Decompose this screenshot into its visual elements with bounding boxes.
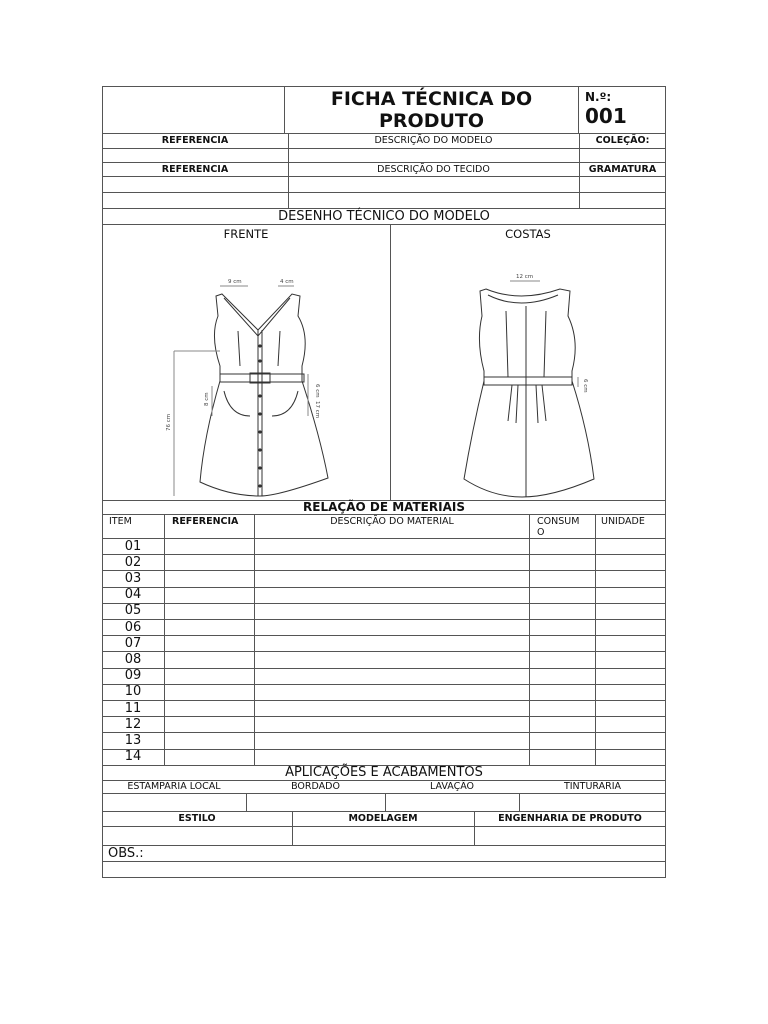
item-number: 11 [124,700,142,716]
item-number: 08 [124,651,142,667]
back-label: COSTAS [505,227,551,241]
sheet-title: FICHA TÉCNICA DO PRODUTO [330,88,533,132]
technical-sheet [102,86,666,878]
divider [102,749,666,750]
divider [102,619,666,620]
front-measure-belt: 6 cm [314,384,320,398]
referencia-fabric-header: REFERENCIA [161,164,229,175]
front-dress-drawing [160,256,340,501]
divider [385,793,386,811]
divider [254,514,255,765]
bordado-header: BORDADO [291,781,340,792]
estamparia-header: ESTAMPARIA LOCAL [127,781,221,792]
modelagem-header: MODELAGEM [348,813,418,824]
item-number: 09 [124,668,142,684]
divider [292,811,293,845]
divider [595,514,596,765]
item-number: 10 [124,684,142,700]
col-consumo-header: CONSUM O [537,516,580,538]
divider [102,716,666,717]
item-number: 14 [124,749,142,765]
col-referencia-header: REFERENCIA [172,516,239,527]
item-number: 04 [124,587,142,603]
applications-title: APLICAÇÕES E ACABAMENTOS [285,765,483,780]
divider [102,700,666,701]
item-number: 06 [124,619,142,635]
fabric-description-header: DESCRIÇÃO DO TECIDO [377,164,490,175]
front-measure-pocket: 8 cm [204,392,210,406]
back-measure-neck: 12 cm [516,274,534,280]
divider [529,514,530,765]
divider [579,133,580,208]
divider [578,86,579,133]
obs-label: OBS.: [108,846,144,861]
front-measure-strap: 4 cm [280,279,294,285]
number-label: N.º: [585,90,612,104]
divider [102,554,666,555]
item-number: 01 [124,538,142,554]
tinturaria-header: TINTURARIA [563,781,622,792]
divider [288,133,289,208]
divider [246,793,247,811]
divider [474,811,475,845]
divider [390,224,391,500]
lavacao-header: LAVAÇÃO [429,781,475,792]
divider [102,684,666,685]
item-number: 13 [124,732,142,748]
item-number: 05 [124,603,142,619]
divider [102,732,666,733]
divider [102,587,666,588]
col-item-header: ITEM [109,516,132,527]
back-measure-belt: 6 cm [582,379,588,393]
item-number: 12 [124,716,142,732]
front-measure-shoulder: 9 cm [228,279,242,285]
divider [102,603,666,604]
referencia-model-header: REFERENCIA [161,135,229,146]
model-description-header: DESCRIÇÃO DO MODELO [374,135,493,146]
divider [102,651,666,652]
col-descricao-header: DESCRIÇÃO DO MATERIAL [330,516,454,527]
divider [102,635,666,636]
item-number: 03 [124,570,142,586]
gramatura-header: GRAMATURA [588,164,657,175]
divider [519,793,520,811]
item-number: 07 [124,635,142,651]
engenharia-header: ENGENHARIA DE PRODUTO [498,813,642,824]
estilo-header: ESTILO [178,813,216,824]
divider [102,570,666,571]
materials-title: RELAÇÃO DE MATERIAIS [303,500,465,514]
col-unidade-header: UNIDADE [601,516,645,527]
front-label: FRENTE [223,227,269,241]
technical-drawing-title: DESENHO TÉCNICO DO MODELO [278,209,490,224]
front-measure-length: 76 cm [166,413,172,431]
collection-header: COLEÇÃO: [595,135,650,146]
front-measure-hip: 17 cm [314,401,320,419]
item-number: 02 [124,554,142,570]
back-dress-drawing [442,261,602,501]
divider [102,538,666,539]
divider [164,514,165,765]
sheet-number: 001 [585,104,627,128]
divider [102,668,666,669]
